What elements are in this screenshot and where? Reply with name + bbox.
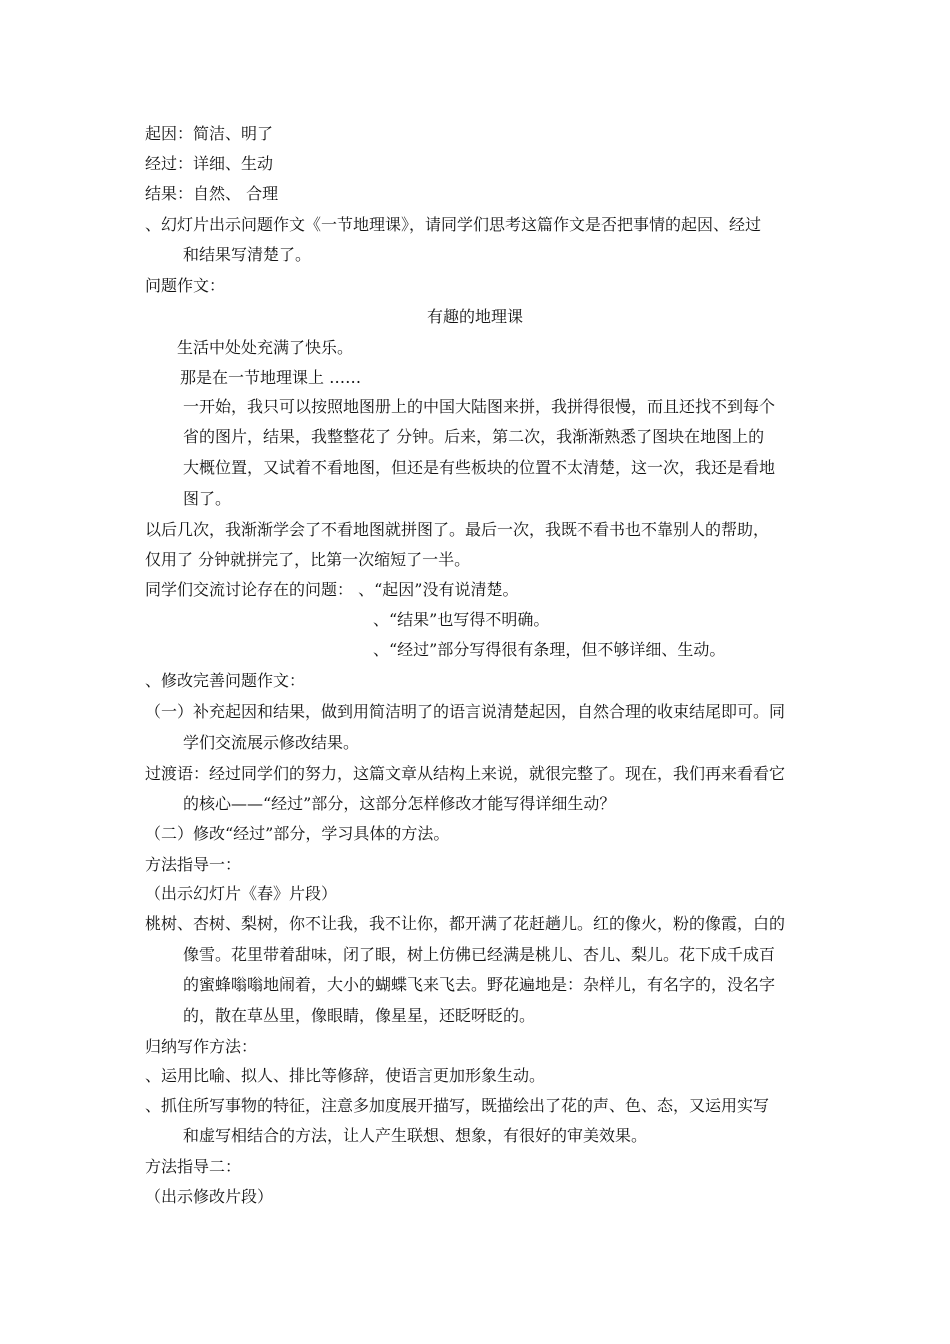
text-line: 、“结果”也写得不明确。 [373, 610, 550, 629]
text-line: 大概位置，又试着不看地图，但还是有些板块的位置不太清楚，这一次，我还是看地 [183, 458, 776, 477]
text-line: 那是在一节地理课上 …… [180, 368, 362, 387]
text-line: 、幻灯片出示问题作文《一节地理课》，请同学们思考这篇作文是否把事情的起因、经过 [145, 215, 762, 234]
text-line: 、“经过”部分写得很有条理，但不够详细、生动。 [373, 640, 726, 659]
text-line: 的核心——“经过”部分，这部分怎样修改才能写得详细生动？ [183, 794, 616, 813]
text-line: 图了。 [183, 489, 232, 508]
text-line: 过渡语：经过同学们的努力，这篇文章从结构上来说，就很完整了。现在，我们再来看看它 [145, 764, 786, 783]
text-line: 方法指导一： [145, 855, 242, 874]
text-line: 和虚写相结合的方法，让人产生联想、想象，有很好的审美效果。 [183, 1126, 648, 1145]
text-line: 结果：自然、 合理 [145, 184, 279, 203]
text-line: 、运用比喻、拟人、排比等修辞，使语言更加形象生动。 [145, 1066, 546, 1085]
text-line: 问题作文： [145, 276, 226, 295]
text-line: 经过：详细、生动 [145, 154, 274, 173]
text-line: 仅用了 分钟就拼完了，比第一次缩短了一半。 [145, 550, 471, 569]
text-line: 方法指导二： [145, 1157, 242, 1176]
text-line: 以后几次，我渐渐学会了不看地图就拼图了。最后一次，我既不看书也不靠别人的帮助， [145, 520, 770, 539]
text-line: 、修改完善问题作文： [145, 671, 306, 690]
text-line: （出示修改片段） [145, 1187, 274, 1206]
text-line: （二）修改“经过”部分，学习具体的方法。 [145, 824, 450, 843]
text-line: 归纳写作方法： [145, 1037, 258, 1056]
text-line: （出示幻灯片《春》片段） [145, 884, 338, 903]
text-line: （一）补充起因和结果，做到用简洁明了的语言说清楚起因，自然合理的收束结尾即可。同 [145, 702, 786, 721]
text-line: 同学们交流讨论存在的问题： 、“起因”没有说清楚。 [145, 580, 519, 599]
text-line: 生活中处处充满了快乐。 [177, 338, 354, 357]
text-line: 的蜜蜂嗡嗡地闹着，大小的蝴蝶飞来飞去。野花遍地是：杂样儿，有名字的，没名字 [183, 975, 776, 994]
text-line: 像雪。花里带着甜味，闭了眼，树上仿佛已经满是桃儿、杏儿、梨儿。花下成千成百 [183, 945, 776, 964]
text-line: 省的图片，结果，我整整花了 分钟。后来，第二次，我渐渐熟悉了图块在地图上的 [183, 427, 765, 446]
essay-title: 有趣的地理课 [426, 307, 523, 326]
text-line: 起因：简洁、明了 [145, 124, 274, 143]
text-line: 一开始，我只可以按照地图册上的中国大陆图来拼，我拼得很慢，而且还找不到每个 [183, 397, 776, 416]
text-line: 的，散在草丛里，像眼睛，像星星，还眨呀眨的。 [183, 1006, 536, 1025]
text-line: 学们交流展示修改结果。 [183, 733, 360, 752]
text-line: 桃树、杏树、梨树，你不让我，我不让你，都开满了花赶趟儿。红的像火，粉的像霞，白的 [145, 914, 786, 933]
text-line: 和结果写清楚了。 [183, 245, 312, 264]
text-line: 、抓住所写事物的特征，注意多加度展开描写，既描绘出了花的声、色、态，又运用实写 [145, 1096, 770, 1115]
